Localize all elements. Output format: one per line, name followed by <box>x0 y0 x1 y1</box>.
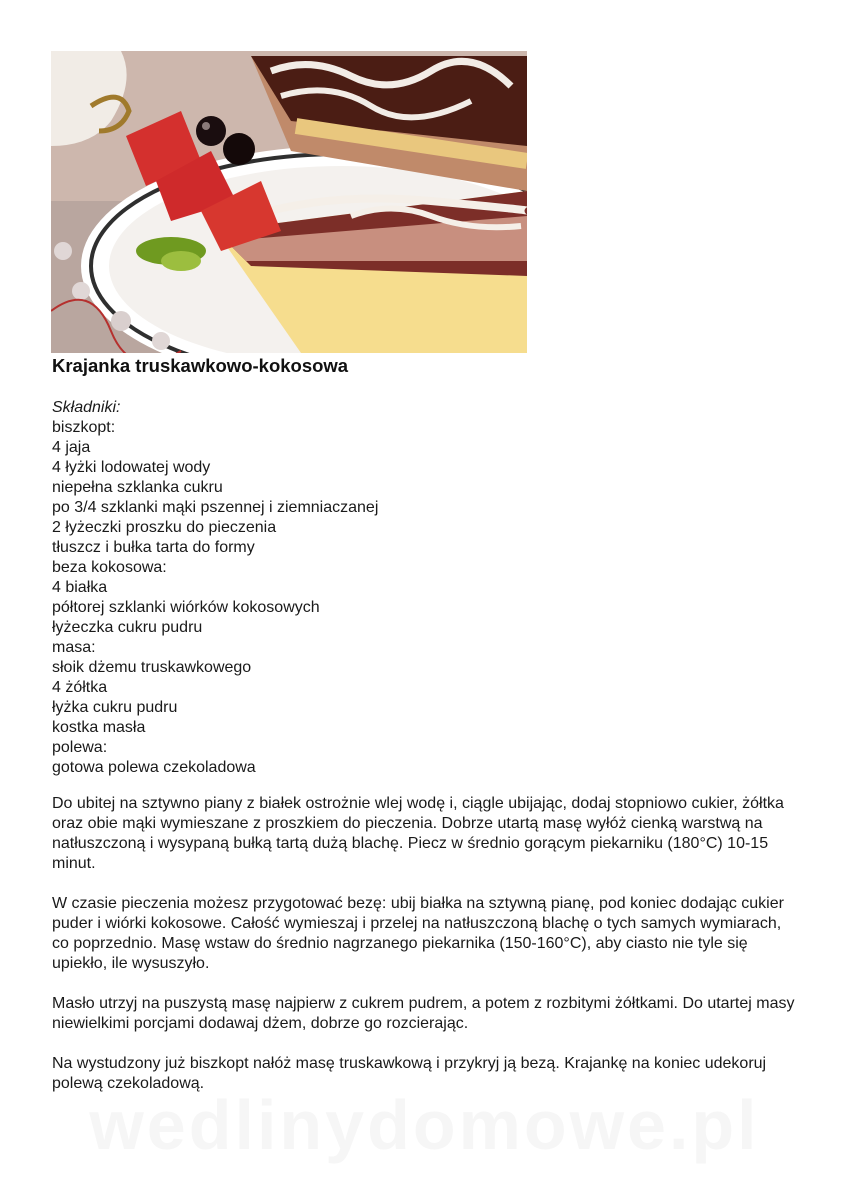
ingredients-list <box>52 398 378 778</box>
cake-photo <box>51 51 527 353</box>
ingredient-line: 4 żółtka <box>52 679 108 696</box>
recipe-title: Krajanka truskawkowo-kokosowa <box>52 355 349 376</box>
ingredient-line: półtorej szklanki wiórków kokosowych <box>52 599 320 616</box>
ingredient-line: niepełna szklanka cukru <box>52 479 223 496</box>
ingredient-line: 4 jaja <box>52 439 91 456</box>
ingredient-line: gotowa polewa czekoladowa <box>52 759 256 776</box>
site-watermark: wedlinydomowe.pl <box>89 1086 760 1164</box>
ingredient-line: łyżeczka cukru pudru <box>52 619 203 636</box>
step-paragraph: Do ubitej na sztywno piany z białek ostrożnie wlej wodę i, ciągle ubijając, dodaj stopniowo cukier, żółtka oraz obie mąki wymieszane z proszkiem do pieczenia. Dobrze utartą masę wyłóż cienką warstwą na natłuszczoną i wysypaną bułką tartą dużą blachę. Piecz w średnio gorącym piekarniku (180°C) 10-15 minut. <box>52 795 784 872</box>
step-paragraph: W czasie pieczenia możesz przygotować bezę: ubij białka na sztywną pianę, pod koniec dodając cukier puder i wiórki kokosowe. Całość wymieszaj i przelej na natłuszczoną blachę o tych samych wymiarach, co poprzednio. Masę wstaw do średnio nagrzanego piekarnika (150-160°C), aby ciasto nie tyle się upiekło, ile wysuszyło. <box>52 895 784 972</box>
preparation-steps <box>52 794 797 1114</box>
ingredient-line: biszkopt: <box>52 419 116 436</box>
ingredient-line: łyżka cukru pudru <box>52 699 178 716</box>
ingredient-line: słoik dżemu truskawkowego <box>52 659 252 676</box>
ingredient-line: polewa: <box>52 739 108 756</box>
ingredient-line: 4 łyżki lodowatej wody <box>52 459 211 476</box>
ingredient-line: beza kokosowa: <box>52 559 167 576</box>
ingredient-line: masa: <box>52 639 96 656</box>
ingredient-line: tłuszcz i bułka tarta do formy <box>52 539 255 556</box>
ingredient-line: 2 łyżeczki proszku do pieczenia <box>52 519 277 536</box>
step-paragraph: Masło utrzyj na puszystą masę najpierw z cukrem pudrem, a potem z rozbitymi żółtkami. Do utartej masy niewielkimi porcjami dodawaj dżem, dobrze go rozcierając. <box>52 995 795 1032</box>
ingredient-line: kostka masła <box>52 719 146 736</box>
ingredients-label: Składniki: <box>52 399 121 416</box>
ingredient-line: po 3/4 szklanki mąki pszennej i ziemniaczanej <box>52 499 379 516</box>
step-paragraph: Na wystudzony już biszkopt nałóż masę truskawkową i przykryj ją bezą. Krajankę na koniec udekoruj polewą czekoladową. <box>52 1055 767 1092</box>
ingredient-line: 4 białka <box>52 579 108 596</box>
